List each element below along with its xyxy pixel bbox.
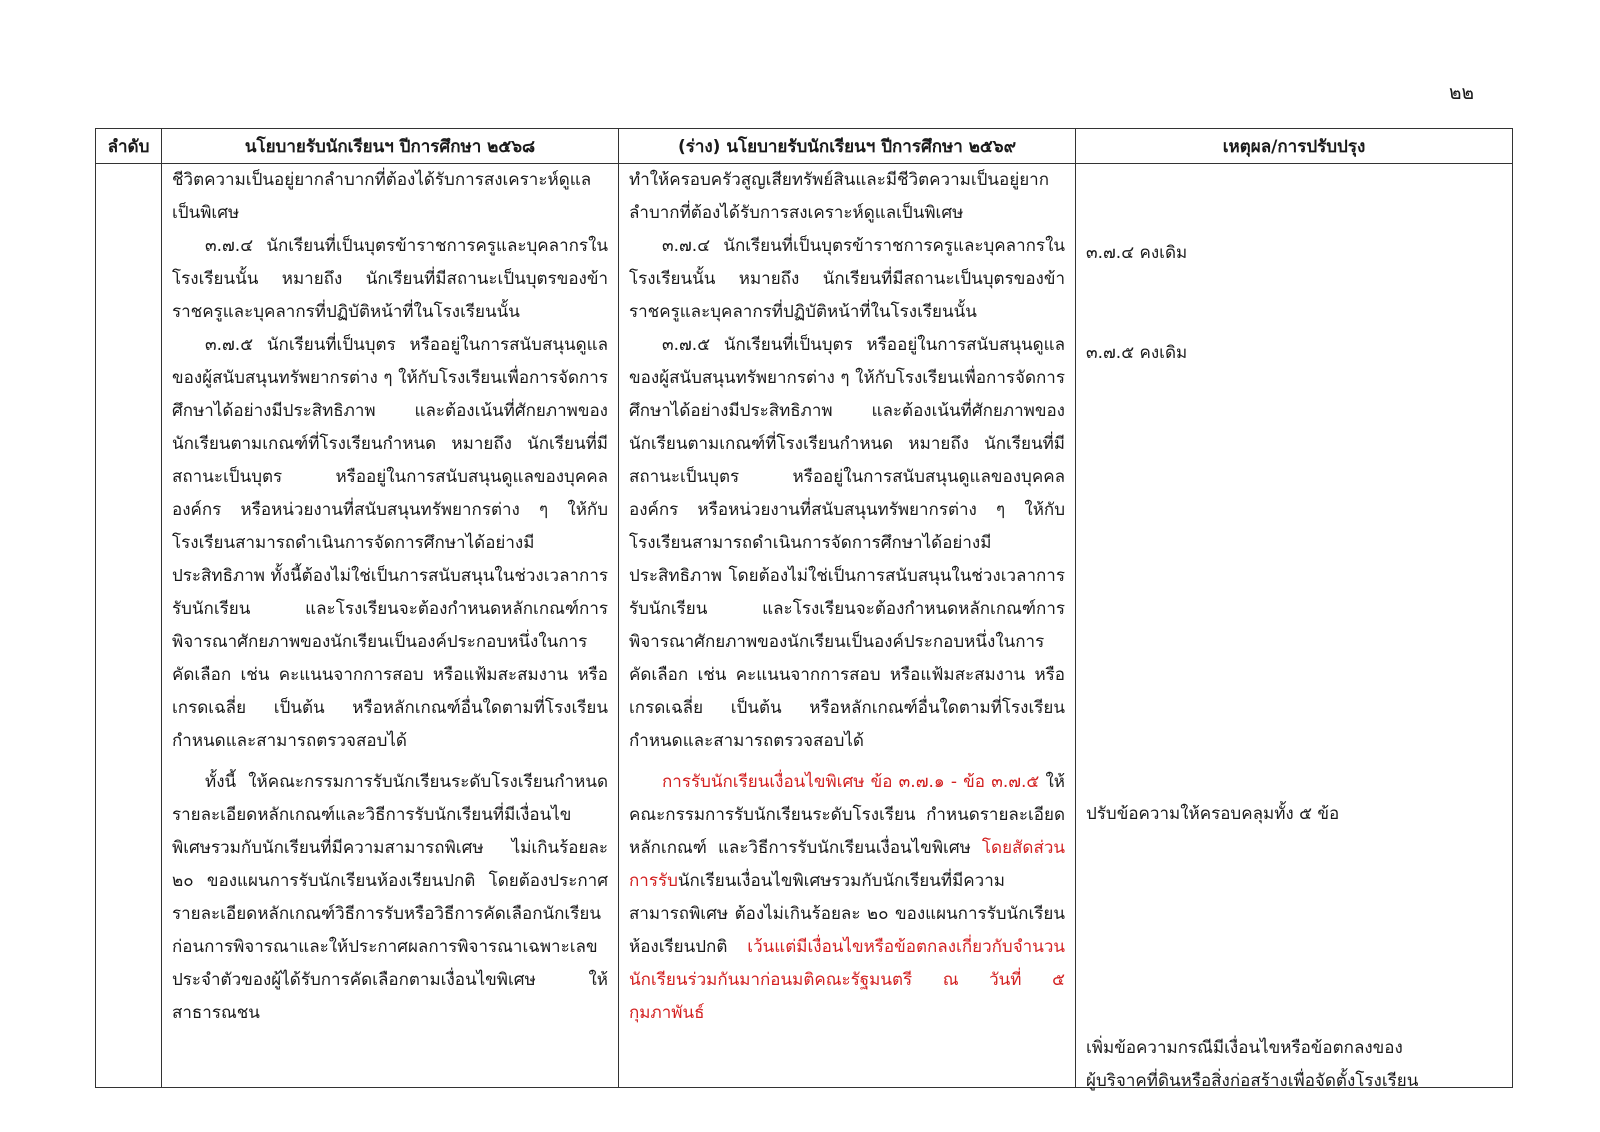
order-cell: [96, 164, 162, 1088]
policy-2569-conditions: [629, 766, 1065, 1030]
policy-2568-continuation: ชีวิตความเป็นอยู่ยากลำบากที่ต้องได้รับการสงเคราะห์ดูแลเป็นพิเศษ: [172, 170, 592, 223]
page-number: ๒๒: [1448, 82, 1474, 104]
policy-2569-cell: [619, 164, 1076, 1088]
reason-cell: [1076, 164, 1513, 1091]
table-row: [96, 164, 1513, 1088]
header-reason: เหตุผล/การปรับปรุง: [1076, 129, 1513, 164]
policy-2569-item-3-7-4: ๓.๗.๔ นักเรียนที่เป็นบุตรข้าราชการครูและบุคลากรในโรงเรียนนั้น หมายถึง นักเรียนที่มีสถานะเป็นบุตรของข้าราชครูและบุคลากรที่ปฏิบัติหน้าที่ในโรงเรียนนั้น: [629, 236, 1065, 322]
conditions-text-2: นักเรียนเงื่อนไขพิเศษรวมกับนักเรียนที่มีความสามารถพิเศษ ต้องไม่เกินร้อยละ ๒๐ ของแผนการรับนักเรียนห้องเรียนปกติ: [629, 871, 1065, 957]
reason-3-7-5: ๓.๗.๕ คงเดิม: [1086, 343, 1188, 363]
policy-2569-continuation: ทำให้ครอบครัวสูญเสียทรัพย์สินและมีชีวิตความเป็นอยู่ยากลำบากที่ต้องได้รับการสงเคราะห์ดูแลเป็นพิเศษ: [629, 170, 1050, 223]
reason-add-condition-line-1: เพิ่มข้อความกรณีมีเงื่อนไขหรือข้อตกลงของ: [1086, 1038, 1403, 1058]
table-header-row: [96, 129, 1513, 164]
header-order: ลำดับ: [96, 129, 162, 164]
reason-adjust-text: ปรับข้อความให้ครอบคลุมทั้ง ๕ ข้อ: [1086, 804, 1340, 824]
policy-2568-item-3-7-5: ๓.๗.๕ นักเรียนที่เป็นบุตร หรืออยู่ในการสนับสนุนดูแลของผู้สนับสนุนทรัพยากรต่าง ๆ ให้กับโรงเรียนเพื่อการจัดการศึกษาได้อย่างมีประสิทธิภาพ และต้องเน้นที่ศักยภาพของนักเรียนตามเกณฑ์ที่โรงเรียนกำหนด หมายถึง นักเรียนที่มีสถานะเป็นบุตร หรืออยู่ในการสนับสนุนดูแลของบุคคล องค์กร หรือหน่วยงานที่สนับสนุนทรัพยากรต่าง ๆ ให้กับโรงเรียนสามารถดำเนินการจัดการศึกษาได้อย่างมีประสิทธิภาพ ทั้งนี้ต้องไม่ใช่เป็นการสนับสนุนในช่วงเวลาการรับนักเรียน และโรงเรียนจะต้องกำหนดหลักเกณฑ์การพิจารณาศักยภาพของนักเรียนเป็นองค์ประกอบหนึ่งในการคัดเลือก เช่น คะแนนจากการสอบ หรือแฟ้มสะสมงาน หรือเกรดเฉลี่ย เป็นต้น หรือหลักเกณฑ์อื่นใดตามที่โรงเรียนกำหนดและสามารถตรวจสอบได้: [172, 335, 608, 751]
reason-add-condition-line-2: ผู้บริจาคที่ดินหรือสิ่งก่อสร้างเพื่อจัดตั้งโรงเรียน: [1086, 1071, 1419, 1091]
policy-2569-item-3-7-5: ๓.๗.๕ นักเรียนที่เป็นบุตร หรืออยู่ในการสนับสนุนดูแลของผู้สนับสนุนทรัพยากรต่าง ๆ ให้กับโรงเรียนเพื่อการจัดการศึกษาได้อย่างมีประสิทธิภาพ และต้องเน้นที่ศักยภาพของนักเรียนตามเกณฑ์ที่โรงเรียนกำหนด หมายถึง นักเรียนที่มีสถานะเป็นบุตร หรืออยู่ในการสนับสนุนดูแลของบุคคล องค์กร หรือหน่วยงานที่สนับสนุนทรัพยากรต่าง ๆ ให้กับโรงเรียนสามารถดำเนินการจัดการศึกษาได้อย่างมีประสิทธิภาพ โดยต้องไม่ใช่เป็นการสนับสนุนในช่วงเวลาการรับนักเรียน และโรงเรียนจะต้องกำหนดหลักเกณฑ์การพิจารณาศักยภาพของนักเรียนเป็นองค์ประกอบหนึ่งในการคัดเลือก เช่น คะแนนจากการสอบ หรือแฟ้มสะสมงาน หรือเกรดเฉลี่ย เป็นต้น หรือหลักเกณฑ์อื่นใดตามที่โรงเรียนกำหนดและสามารถตรวจสอบได้: [629, 335, 1065, 751]
header-policy-2569: (ร่าง) นโยบายรับนักเรียนฯ ปีการศึกษา ๒๕๖๙: [619, 129, 1076, 164]
conditions-text-1: ให้คณะกรรมการรับนักเรียนระดับโรงเรียน กำหนดรายละเอียด หลักเกณฑ์ และวิธีการรับนักเรียนเงื่อนไขพิเศษ: [629, 772, 1066, 858]
highlight-special-conditions-heading: การรับนักเรียนเงื่อนไขพิเศษ ข้อ ๓.๗.๑ - ข้อ ๓.๗.๕: [662, 772, 1040, 792]
policy-2568-cell: [162, 164, 619, 1088]
policy-comparison-table: [95, 128, 1513, 1091]
highlight-admission-ratio: โดยสัดส่วนการรับ: [629, 838, 1065, 891]
header-policy-2568: นโยบายรับนักเรียนฯ ปีการศึกษา ๒๕๖๘: [162, 129, 619, 164]
reason-3-7-4: ๓.๗.๔ คงเดิม: [1086, 243, 1188, 263]
policy-2568-item-3-7-4: ๓.๗.๔ นักเรียนที่เป็นบุตรข้าราชการครูและบุคลากรในโรงเรียนนั้น หมายถึง นักเรียนที่มีสถานะเป็นบุตรของข้าราชครูและบุคลากรที่ปฏิบัติหน้าที่ในโรงเรียนนั้น: [172, 236, 608, 322]
policy-2568-conditions: ทั้งนี้ ให้คณะกรรมการรับนักเรียนระดับโรงเรียนกำหนดรายละเอียดหลักเกณฑ์และวิธีการรับนักเรียนที่มีเงื่อนไขพิเศษรวมกับนักเรียนที่มีความสามารถพิเศษ ไม่เกินร้อยละ ๒๐ ของแผนการรับนักเรียนห้องเรียนปกติ โดยต้องประกาศรายละเอียดหลักเกณฑ์วิธีการรับหรือวิธีการคัดเลือกนักเรียนก่อนการพิจารณาและให้ประกาศผลการพิจารณาเฉพาะเลขประจำตัวของผู้ได้รับการคัดเลือกตามเงื่อนไขพิเศษ ให้สาธารณชน: [172, 772, 608, 1023]
highlight-exception-clause: เว้นแต่มีเงื่อนไขหรือข้อตกลงเกี่ยวกับจำนวนนักเรียนร่วมกันมาก่อนมติคณะรัฐมนตรี ณ วันที่ ๕ กุมภาพันธ์: [629, 937, 1065, 1023]
reason-add-condition: [1086, 1032, 1504, 1098]
